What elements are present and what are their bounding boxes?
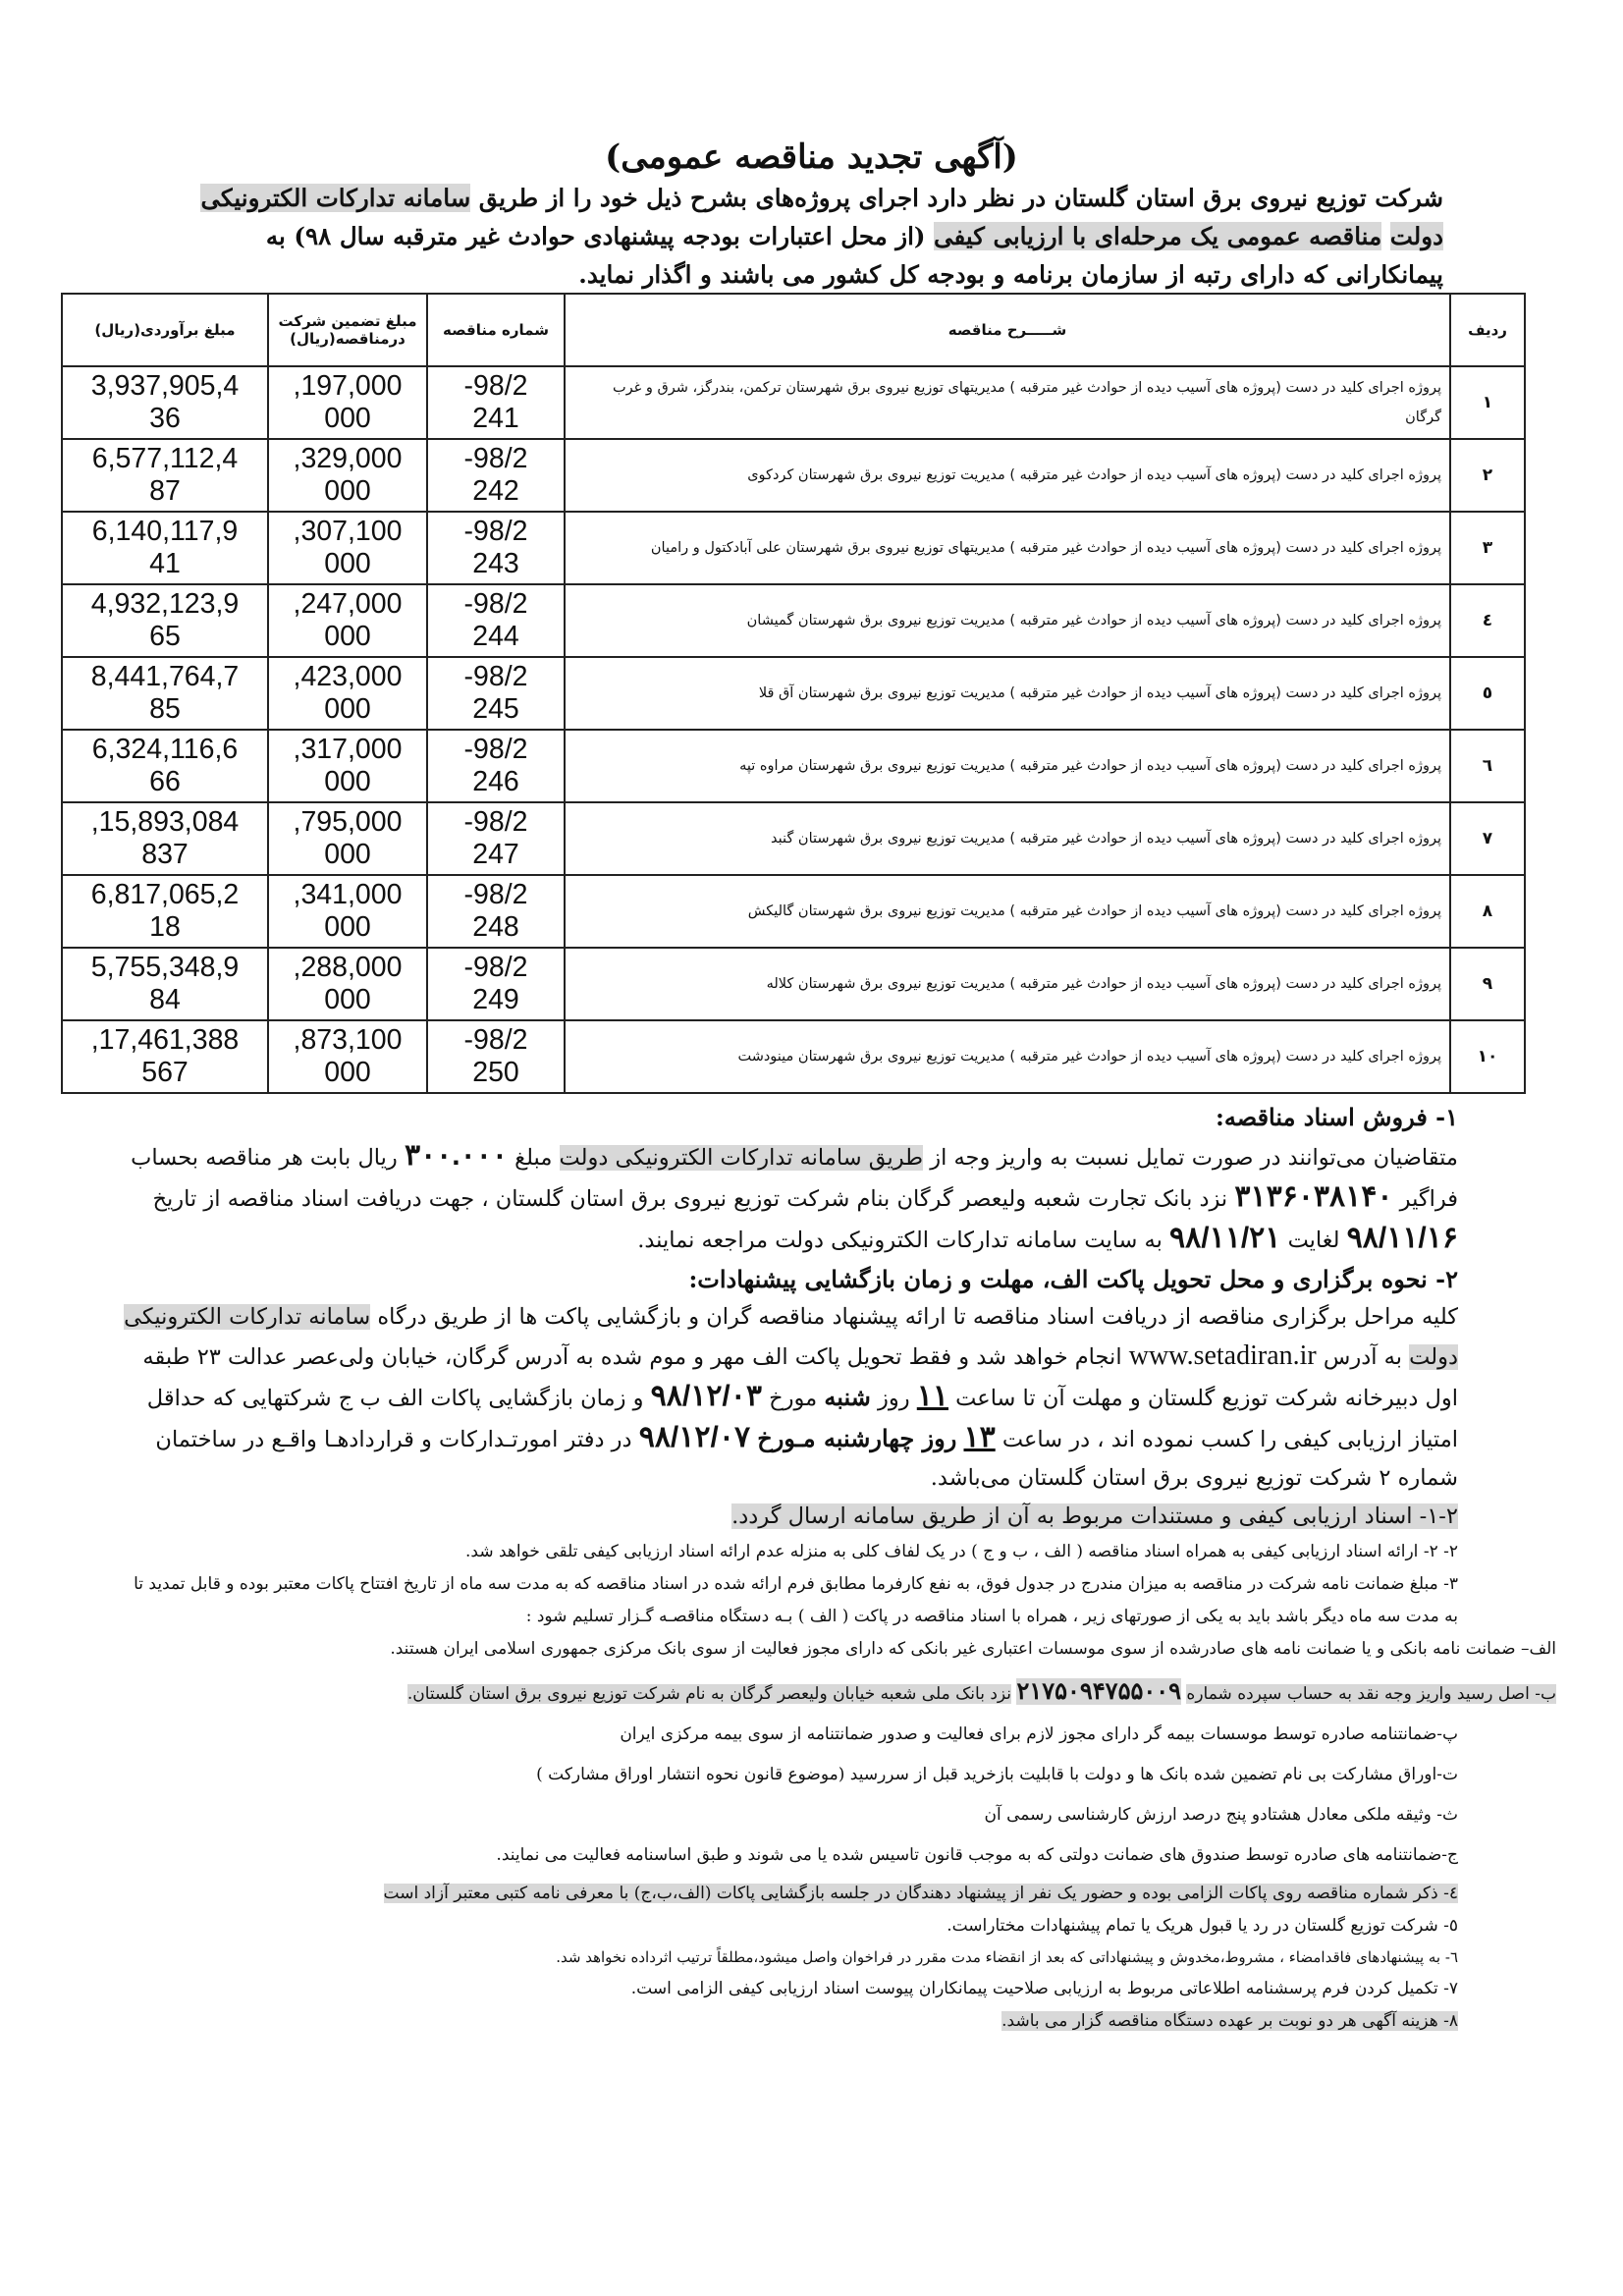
row-tender-number-cell: 98/2- 248 — [427, 875, 565, 948]
s2-item-2: ٢- ٢- ارائه اسناد ارزیابی کیفی به همراه اسناد مناقصه ( الف ، ب و ج ) در یک لفاف کلی به منزله عدم ارائه اسناد ارزیابی کیفی تلقی خواهد شد. — [465, 1542, 1458, 1561]
guarantee-jim: ج-ضمانتنامه های صادره توسط صندوق های ضمانت دولتی که به موجب قانون تاسیس شده یا می شوند و طبق اساسنامه فعالیت می نمایند. — [496, 1845, 1458, 1865]
guarantee-be-account: ۲۱۷۵۰۹۴۷۵۵۰۰۹ — [1016, 1678, 1182, 1705]
header-tender-number: شماره مناقصه — [427, 294, 565, 366]
row-guarantee-cell: 873,100, 000 — [268, 1020, 427, 1093]
table-row — [62, 948, 1525, 1020]
intro-highlight-1: سامانه تدارکات الکترونیکی دولت — [200, 184, 1443, 250]
row-number-cell: ٨ — [1450, 875, 1525, 948]
section-8: ٨- هزینه آگهی هر دو نوبت بر عهده دستگاه مناقصه گزار می باشد. — [1001, 2011, 1458, 2031]
s1-text-a: متقاضیان می‌توانند در صورت تمایل نسبت به واریز وجه از — [930, 1145, 1458, 1171]
row-estimate-cell: 15,893,084, 837 — [62, 802, 268, 875]
s1-date-to: ۹۸/۱۱/۲۱ — [1169, 1222, 1281, 1254]
row-tender-number-cell: 98/2- 249 — [427, 948, 565, 1020]
s2-text-a: کلیه مراحل برگزاری مناقصه از دریافت اسناد مناقصه تا ارائه پیشنهاد مناقصه گران و بازگشایی پاکت ها از طریق درگاه — [377, 1304, 1458, 1330]
row-guarantee-cell: 795,000, 000 — [268, 802, 427, 875]
intro-highlight-2: مناقصه عمومی یک مرحله‌ای با ارزیابی کیفی — [934, 222, 1382, 250]
table-row — [62, 875, 1525, 948]
section-7: ٧- تکمیل کردن فرم پرسشنامه اطلاعاتی مربوط به ارزیابی صلاحیت پیمانکاران پیوست اسناد ارزیابی کیفی الزامی است. — [630, 1979, 1458, 1998]
section-1-title: ١- فروش اسناد مناقصه: — [1216, 1103, 1458, 1131]
guarantee-te: ت-اوراق مشارکت بی نام تضمین شده بانک ها و دولت با قابلیت بازخرید قبل از سررسید (موضوع قانون نحوه انتشار اوراق مشارکت ) — [536, 1765, 1458, 1784]
row-number-cell: ٣ — [1450, 512, 1525, 584]
row-tender-number-cell: 98/2- 244 — [427, 584, 565, 657]
section-5: ٥- شرکت توزیع گلستان در رد یا قبول هریک یا تمام پیشنهادات مختاراست. — [947, 1916, 1458, 1936]
s2-website: www.setadiran.ir — [1128, 1340, 1317, 1371]
table-row — [62, 439, 1525, 512]
row-tender-number-cell: 98/2- 250 — [427, 1020, 565, 1093]
s1-account-number: ۳۱۳۶۰۳۸۱۴۰ — [1234, 1180, 1393, 1213]
s1-date-from: ۹۸/۱۱/۱۶ — [1346, 1222, 1458, 1254]
s2-item-1: ٢-١- اسناد ارزیابی کیفی و مستندات مربوط به آن از طریق سامانه ارسال گردد. — [731, 1503, 1458, 1529]
s1-highlight: طریق سامانه تدارکات الکترونیکی دولت — [559, 1145, 924, 1171]
s2-text-e: مورخ — [769, 1386, 818, 1411]
guarantee-pe: پ-ضمانتنامه صادره توسط موسسات بیمه گر دارای مجوز لازم برای فعالیت و صدور ضمانتنامه از سوی بیمه مرکزی ایران — [620, 1724, 1458, 1744]
header-row-number: ردیف — [1450, 294, 1525, 366]
s1-text-c: ریال بابت هر مناقصه بحساب فراگیر — [131, 1145, 1458, 1212]
row-number-cell: ٦ — [1450, 730, 1525, 802]
row-tender-number-cell: 98/2- 242 — [427, 439, 565, 512]
intro-text-2: (از محل اعتبارات بودجه پیشنهادی حوادث غیر مترقبه سال ۹۸) به پیمانکارانی که دارای رتبه از سازمان برنامه و بودجه کل کشور می باشند و اگذار نماید. — [265, 222, 1443, 289]
row-tender-number-cell: 98/2- 247 — [427, 802, 565, 875]
row-description-cell: پروژه اجرای کلید در دست (پروژه های آسیب دیده از حوادث غیر مترقبه ) مدیریت توزیع نیروی برق شهرستان مراوه تپه — [565, 730, 1450, 802]
row-tender-number-cell: 98/2- 243 — [427, 512, 565, 584]
s1-text-f: به سایت سامانه تدارکات الکترونیکی دولت مراجعه نمایند. — [637, 1228, 1163, 1253]
row-estimate-cell: 4,932,123,9 65 — [62, 584, 268, 657]
s2-text-g: در دفتر امورتـدارکات و قراردادهـا واقـع در ساختمان شماره ۲ شرکت توزیع نیروی برق استان گلستان می‌باشد. — [155, 1427, 1458, 1491]
row-guarantee-cell: 247,000, 000 — [268, 584, 427, 657]
row-tender-number-cell: 98/2- 246 — [427, 730, 565, 802]
s1-text-d: نزد بانک تجارت شعبه ولیعصر گرگان بنام شرکت توزیع نیروی برق استان گلستان ، جهت دریافت اسناد مناقصه از تاریخ — [152, 1186, 1228, 1212]
header-estimate: مبلغ برآوردی(ریال) — [62, 294, 268, 366]
header-description: شـــــرح مناقصه — [565, 294, 1450, 366]
row-description-cell: پروژه اجرای کلید در دست (پروژه های آسیب دیده از حوادث غیر مترقبه ) مدیریت توزیع نیروی برق شهرستان کردکوی — [565, 439, 1450, 512]
table-row — [62, 657, 1525, 730]
section-2-title: ٢- نحوه برگزاری و محل تحویل پاکت الف، مهلت و زمان بازگشایی پیشنهادات: — [688, 1265, 1458, 1293]
s2-text-d: روز — [878, 1386, 910, 1411]
s2-highlight: سامانه تدارکات الکترونیکی دولت — [124, 1304, 1458, 1370]
row-guarantee-cell: 329,000, 000 — [268, 439, 427, 512]
s2-day-2: روز چهارشنبه مـورخ — [757, 1424, 957, 1452]
row-number-cell: ٥ — [1450, 657, 1525, 730]
s1-text-e: لغایت — [1287, 1228, 1340, 1253]
s2-hour-2: ۱۳ — [963, 1421, 996, 1453]
row-description-cell: پروژه اجرای کلید در دست (پروژه های آسیب دیده از حوادث غیر مترقبه ) مدیریت توزیع نیروی برق شهرستان گنبد — [565, 802, 1450, 875]
s1-text-b: مبلغ — [514, 1145, 553, 1171]
row-tender-number-cell: 98/2- 241 — [427, 366, 565, 439]
table-row — [62, 584, 1525, 657]
table-row — [62, 802, 1525, 875]
intro-text-1: شرکت توزیع نیروی برق استان گلستان در نظر دارد اجرای پروژه‌های بشرح ذیل خود را از طریق — [478, 184, 1443, 212]
s2-text-b: به آدرس — [1323, 1344, 1402, 1370]
row-number-cell: ٢ — [1450, 439, 1525, 512]
row-number-cell: ١٠ — [1450, 1020, 1525, 1093]
row-guarantee-cell: 423,000, 000 — [268, 657, 427, 730]
guarantee-alef: الف– ضمانت نامه بانکی و یا ضمانت نامه های صادرشده از سوی موسسات اعتباری غیر بانکی که دارای مجوز فعالیت از سوی بانک مرکزی جمهوری اسلامی ایران هستند. — [390, 1639, 1556, 1659]
table-row — [62, 730, 1525, 802]
row-estimate-cell: 3,937,905,4 36 — [62, 366, 268, 439]
section-1 — [118, 1098, 1556, 2038]
s2-hour-1: ۱۱ — [916, 1380, 949, 1412]
s2-date-1: ۹۸/۱۲/۰۳ — [650, 1380, 762, 1412]
section-4: ٤- ذکر شماره مناقصه روی پاکات الزامی بوده و حضور یک نفر از پیشنهاد دهندگان در جلسه بازگشایی پاکات (الف،ب،ج) با معرفی نامه کتبی معتبر آزاد است — [383, 1884, 1458, 1903]
row-description-cell: پروژه اجرای کلید در دست (پروژه های آسیب دیده از حوادث غیر مترقبه ) مدیریتهای توزیع نیروی برق شهرستان ترکمن، بندرگز، شرق و غرب گرگان — [565, 366, 1450, 439]
row-description-cell: پروژه اجرای کلید در دست (پروژه های آسیب دیده از حوادث غیر مترقبه ) مدیریت توزیع نیروی برق شهرستان گالیکش — [565, 875, 1450, 948]
guarantee-se: ث- وثیقه ملکی معادل هشتادو پنج درصد ارزش کارشناسی رسمی آن — [984, 1805, 1458, 1825]
row-number-cell: ٧ — [1450, 802, 1525, 875]
s2-date-2: ۹۸/۱۲/۰۷ — [638, 1421, 751, 1453]
table-row — [62, 366, 1525, 439]
s1-amount: ۳۰۰.۰۰۰ — [404, 1139, 508, 1172]
row-estimate-cell: 17,461,388, 567 — [62, 1020, 268, 1093]
section-6: ٦- به پیشنهادهای فاقدامضاء ، مشروط،مخدوش و پیشنهاداتی که بعد از انقضاء مدت مقرر در فراخوان واصل میشود،مطلقاً ترتیب اثرداده نخواهد شد. — [556, 1948, 1458, 1966]
page-title: (آگهی تجدید مناقصه عمومی) — [605, 137, 1018, 177]
row-estimate-cell: 6,140,117,9 41 — [62, 512, 268, 584]
row-description-cell: پروژه اجرای کلید در دست (پروژه های آسیب دیده از حوادث غیر مترقبه ) مدیریت توزیع نیروی برق شهرستان کلاله — [565, 948, 1450, 1020]
s2-text-c: انجام خواهد شد و فقط تحویل پاکت الف مهر و موم شده به آدرس گرگان، خیابان ولی‌عصر عدالت ۲۳ طبقه اول دبیرخانه شرکت توزیع گلستان و مهلت آن تا ساعت — [142, 1344, 1458, 1411]
row-estimate-cell: 8,441,764,7 85 — [62, 657, 268, 730]
s2-text-f: و زمان بازگشایی پاکات الف ب ج شرکتهایی که حداقل امتیاز ارزیابی کیفی را کسب نموده اند ، در ساعت — [146, 1386, 1458, 1452]
row-number-cell: ١ — [1450, 366, 1525, 439]
section-3: ٣- مبلغ ضمانت نامه شرکت در مناقصه به میزان مندرج در جدول فوق، به نفع کارفرما مطابق فرم ارائه شده در اسناد مناقصه که به مدت سه ماه از تاریخ افتتاح پاکات معتبر بوده و قابل تمدید تا به مدت سه ماه دیگر باشد باید به یکی از صورتهای زیر ، همراه با اسناد مناقصه در پاکت ( الف ) بـه دستگاه مناقصـه گـزار تسلیم شود : — [134, 1574, 1458, 1626]
row-description-cell: پروژه اجرای کلید در دست (پروژه های آسیب دیده از حوادث غیر مترقبه ) مدیریت توزیع نیروی برق شهرستان مینودشت — [565, 1020, 1450, 1093]
row-number-cell: ٩ — [1450, 948, 1525, 1020]
table-header-row — [62, 294, 1525, 366]
row-tender-number-cell: 98/2- 245 — [427, 657, 565, 730]
tender-table — [61, 293, 1526, 1094]
row-guarantee-cell: 307,100, 000 — [268, 512, 427, 584]
section-2-text — [118, 1298, 1458, 1498]
row-guarantee-cell: 288,000, 000 — [268, 948, 427, 1020]
guarantee-be-text-1: ب- اصل رسید واریز وجه نقد به حساب سپرده شماره — [1186, 1684, 1556, 1704]
row-estimate-cell: 6,817,065,2 18 — [62, 875, 268, 948]
header-guarantee: مبلغ تضمین شرکت درمناقصه(ریال) — [268, 294, 427, 366]
row-guarantee-cell: 317,000, 000 — [268, 730, 427, 802]
s2-day-1: شنبه — [824, 1383, 871, 1411]
row-guarantee-cell: 341,000, 000 — [268, 875, 427, 948]
row-estimate-cell: 5,755,348,9 84 — [62, 948, 268, 1020]
row-number-cell: ٤ — [1450, 584, 1525, 657]
table-row — [62, 512, 1525, 584]
row-estimate-cell: 6,577,112,4 87 — [62, 439, 268, 512]
intro-paragraph — [157, 179, 1443, 294]
row-description-cell: پروژه اجرای کلید در دست (پروژه های آسیب دیده از حوادث غیر مترقبه ) مدیریت توزیع نیروی برق شهرستان آق قلا — [565, 657, 1450, 730]
row-description-cell: پروژه اجرای کلید در دست (پروژه های آسیب دیده از حوادث غیر مترقبه ) مدیریت توزیع نیروی برق شهرستان گمیشان — [565, 584, 1450, 657]
row-estimate-cell: 6,324,116,6 66 — [62, 730, 268, 802]
row-guarantee-cell: 197,000, 000 — [268, 366, 427, 439]
guarantee-be-text-2: نزد بانک ملی شعبه خیابان ولیعصر گرگان به نام شرکت توزیع نیروی برق استان گلستان. — [406, 1684, 1012, 1704]
row-description-cell: پروژه اجرای کلید در دست (پروژه های آسیب دیده از حوادث غیر مترقبه ) مدیریتهای توزیع نیروی برق شهرستان علی آبادکتول و رامیان — [565, 512, 1450, 584]
section-1-text — [118, 1136, 1458, 1260]
table-row — [62, 1020, 1525, 1093]
